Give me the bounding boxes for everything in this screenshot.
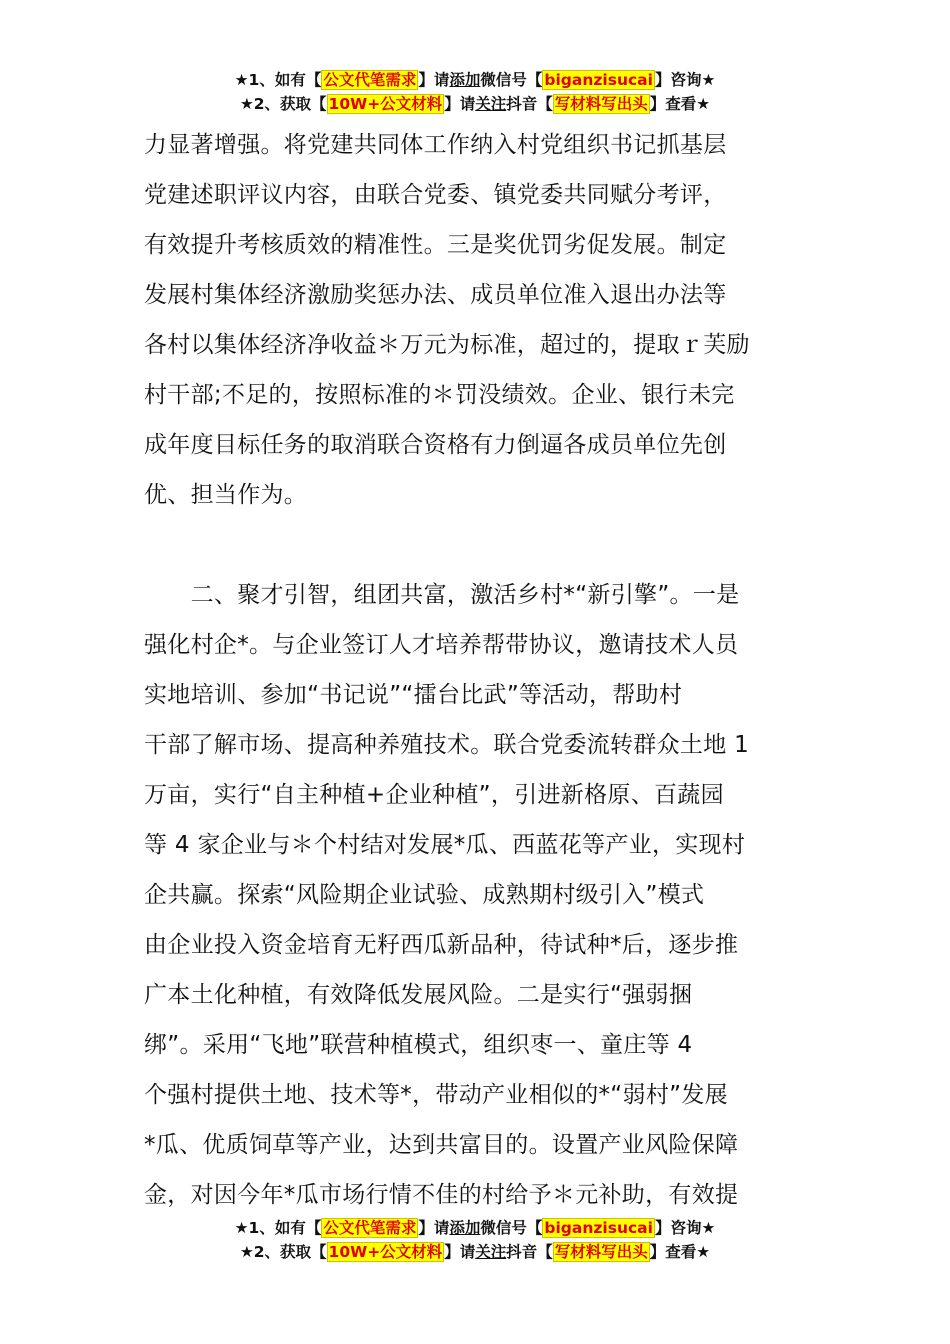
- text-line: 企共赢。探索“风险期企业试验、成熟期村级引入”模式: [144, 882, 705, 908]
- banner-text: ★2、获取【: [239, 95, 327, 113]
- text-line: 干部了解市场、提高种养殖技术。联合党委流转群众土地 1: [144, 732, 750, 758]
- banner-underline: 添加: [449, 1219, 481, 1237]
- text-line: 成年度目标任务的取消联合资格有力倒逼各成员单位先创: [144, 432, 727, 458]
- banner-text: 】咨询★: [654, 71, 716, 89]
- text-line: 广本土化种植，有效降低发展风险。二是实行“强弱捆: [144, 982, 693, 1008]
- banner-highlight: 写材料写出头: [554, 1243, 648, 1261]
- banner-underline: 关注: [475, 95, 507, 113]
- banner-text: 微信号【: [480, 71, 543, 89]
- banner-line-1: [0, 68, 950, 92]
- banner-text: 】咨询★: [654, 1219, 716, 1237]
- banner-text: ★1、如有【: [234, 71, 322, 89]
- banner-highlight: 公文代笔需求: [323, 71, 417, 89]
- banner-highlight: 10W+公文材料: [328, 1243, 443, 1261]
- banner-highlight: 写材料写出头: [554, 95, 648, 113]
- text-line: *瓜、优质饲草等产业，达到共富目的。设置产业风险保障: [144, 1132, 739, 1158]
- text-line: 发展村集体经济激励奖惩办法、成员单位准入退出办法等: [144, 282, 727, 308]
- banner-text: 】请: [418, 71, 450, 89]
- banner-line-2: [0, 92, 950, 116]
- banner-text: 】查看★: [649, 1243, 711, 1261]
- banner-text: 】查看★: [649, 95, 711, 113]
- text-line: 各村以集体经济净收益＊万元为标准，超过的，提取ｒ芙励: [144, 332, 750, 358]
- banner-line-2: [0, 1240, 950, 1264]
- banner-text: 】请: [418, 1219, 450, 1237]
- text-line: 个强村提供土地、技术等*，带动产业相似的*“弱村”发展: [144, 1082, 728, 1108]
- banner-highlight: biganzisucai: [544, 1219, 653, 1237]
- text-line: 优、担当作为。: [144, 482, 308, 508]
- text-line: 强化村企*。与企业签订人才培养帮带协议，邀请技术人员: [144, 632, 739, 658]
- banner-highlight: 公文代笔需求: [323, 1219, 417, 1237]
- text-line: 万亩，实行“自主种植+企业种植”，引进新格原、百蔬园: [144, 782, 724, 808]
- text-line: 实地培训、参加“书记说”“擂台比武”等活动，帮助村: [144, 682, 683, 708]
- banner-text: 】请: [444, 95, 476, 113]
- text-line: 二、聚才引智，组团共富，激活乡村*“新引擎”。一是: [144, 582, 740, 608]
- header-banner: [0, 68, 950, 116]
- banner-text: ★1、如有【: [234, 1219, 322, 1237]
- paragraph-2: [144, 570, 809, 1220]
- text-line: 有效提升考核质效的精准性。三是奖优罚劣促发展。制定: [144, 232, 727, 258]
- banner-text: 抖音【: [506, 1243, 553, 1261]
- banner-highlight: biganzisucai: [544, 71, 653, 89]
- text-line: 等 4 家企业与＊个村结对发展*瓜、西蓝花等产业，实现村: [144, 832, 746, 858]
- banner-underline: 添加: [449, 71, 481, 89]
- paragraph-1: [144, 120, 809, 520]
- banner-text: 】请: [444, 1243, 476, 1261]
- footer-banner: [0, 1216, 950, 1264]
- banner-text: 微信号【: [480, 1219, 543, 1237]
- banner-text: ★2、获取【: [239, 1243, 327, 1261]
- banner-line-1: [0, 1216, 950, 1240]
- banner-underline: 关注: [475, 1243, 507, 1261]
- text-line: 由企业投入资金培育无籽西瓜新品种，待试种*后，逐步推: [144, 932, 739, 958]
- text-line: 党建述职评议内容，由联合党委、镇党委共同赋分考评，: [144, 182, 727, 208]
- text-line: 金，对因今年*瓜市场行情不佳的村给予＊元补助，有效提: [144, 1182, 739, 1208]
- text-line: 力显著增强。将党建共同体工作纳入村党组织书记抓基层: [144, 132, 727, 158]
- banner-highlight: 10W+公文材料: [328, 95, 443, 113]
- banner-text: 抖音【: [506, 95, 553, 113]
- text-line: 绑”。采用“飞地”联营种植模式，组织枣一、童庄等 4: [144, 1032, 693, 1058]
- text-line: 村干部;不足的，按照标准的＊罚没绩效。企业、银行未完: [144, 382, 735, 408]
